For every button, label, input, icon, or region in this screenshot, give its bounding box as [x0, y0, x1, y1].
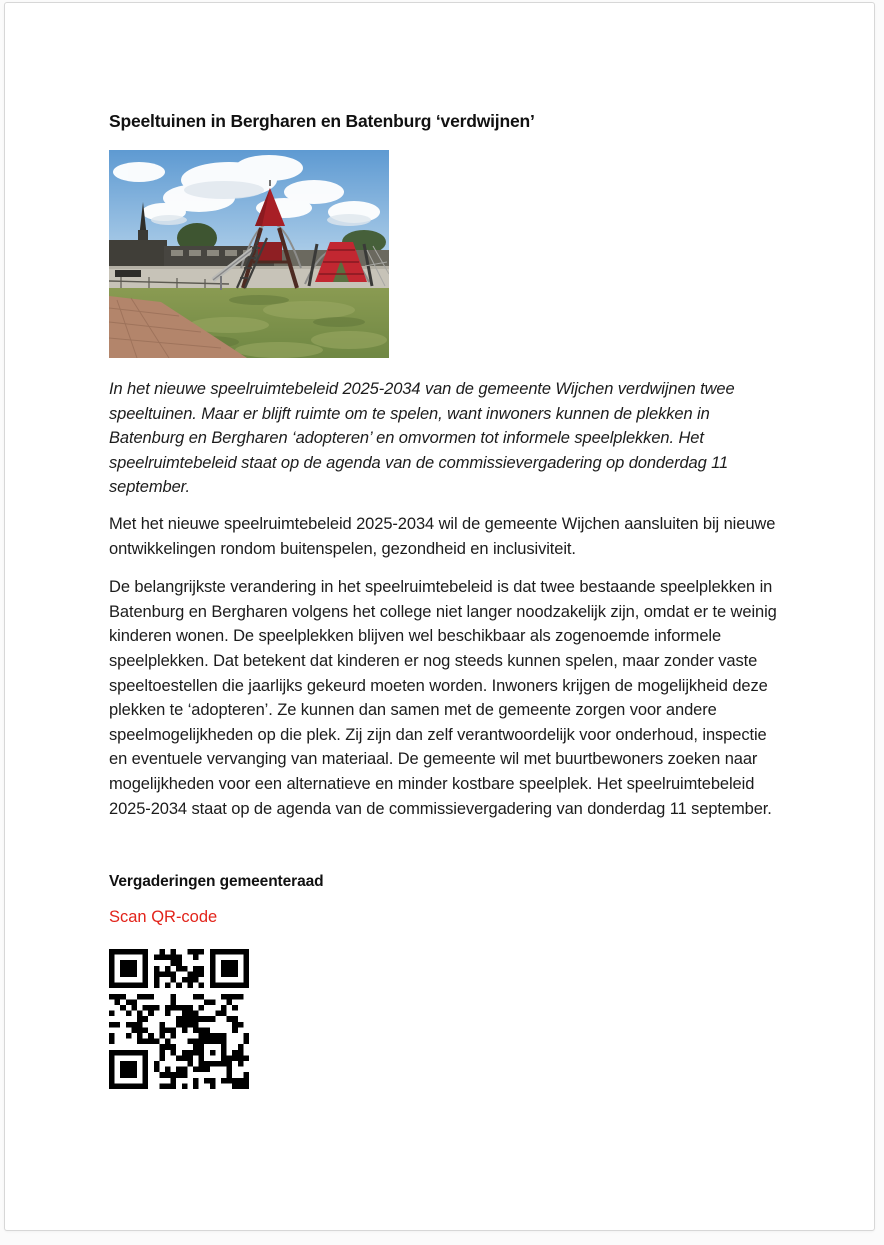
- article-content: [109, 111, 777, 1089]
- qr-code: [109, 949, 249, 1089]
- section-heading-vergaderingen: Vergaderingen gemeenteraad: [109, 873, 324, 891]
- article-title: Speeltuinen in Bergharen en Batenburg ‘verdwijnen’: [109, 111, 535, 131]
- article-lead-paragraph: In het nieuwe speelruimtebeleid 2025-2034 van de gemeente Wijchen verdwijnen twee speeltuinen. Maar er blijft ruimte om te spelen, want inwoners kunnen de plekken in Batenburg en Bergharen ‘adopteren’ en omvormen tot informele speelplekken. Het speelruimtebeleid staat op de agenda van de commissievergadering op donderdag 11 september.: [109, 380, 735, 497]
- article-paragraph-1: Met het nieuwe speelruimtebeleid 2025-2034 wil de gemeente Wijchen aansluiten bij nieuwe ontwikkelingen rondom buitenspelen, gezondheid en inclusiviteit.: [109, 514, 776, 558]
- document-page: [4, 2, 875, 1231]
- qr-code-image: [109, 949, 249, 1089]
- article-paragraph-2: De belangrijkste verandering in het speelruimtebeleid is dat twee bestaande speelplekken in Batenburg en Bergharen volgens het college niet langer noodzakelijk zijn, omdat er te weinig kinderen wonen. De speelplekken blijven wel beschikbaar als zogenoemde informele speelplekken. Dat betekent dat kinderen er nog steeds kunnen spelen, maar zonder vaste speeltoestellen die jaarlijks gekeurd moeten worden. Inwoners krijgen de mogelijkheid deze plekken te ‘adopteren’. Ze kunnen dan samen met de gemeente zorgen voor andere speelmogelijkheden op die plek. Zij zijn dan zelf verantwoordelijk voor onderhoud, inspectie en eventuele vervanging van materiaal. De gemeente wil met buurtbewoners zoeken naar mogelijkheden voor een alternatieve en minder kostbare speelplek. Het speelruimtebeleid 2025-2034 staat op de agenda van de commissievergadering van donderdag 11 september.: [109, 578, 777, 818]
- playground-photo: [109, 150, 389, 358]
- scan-qr-code-link[interactable]: Scan QR-code: [109, 908, 218, 927]
- playground-photo-illustration: [109, 150, 389, 358]
